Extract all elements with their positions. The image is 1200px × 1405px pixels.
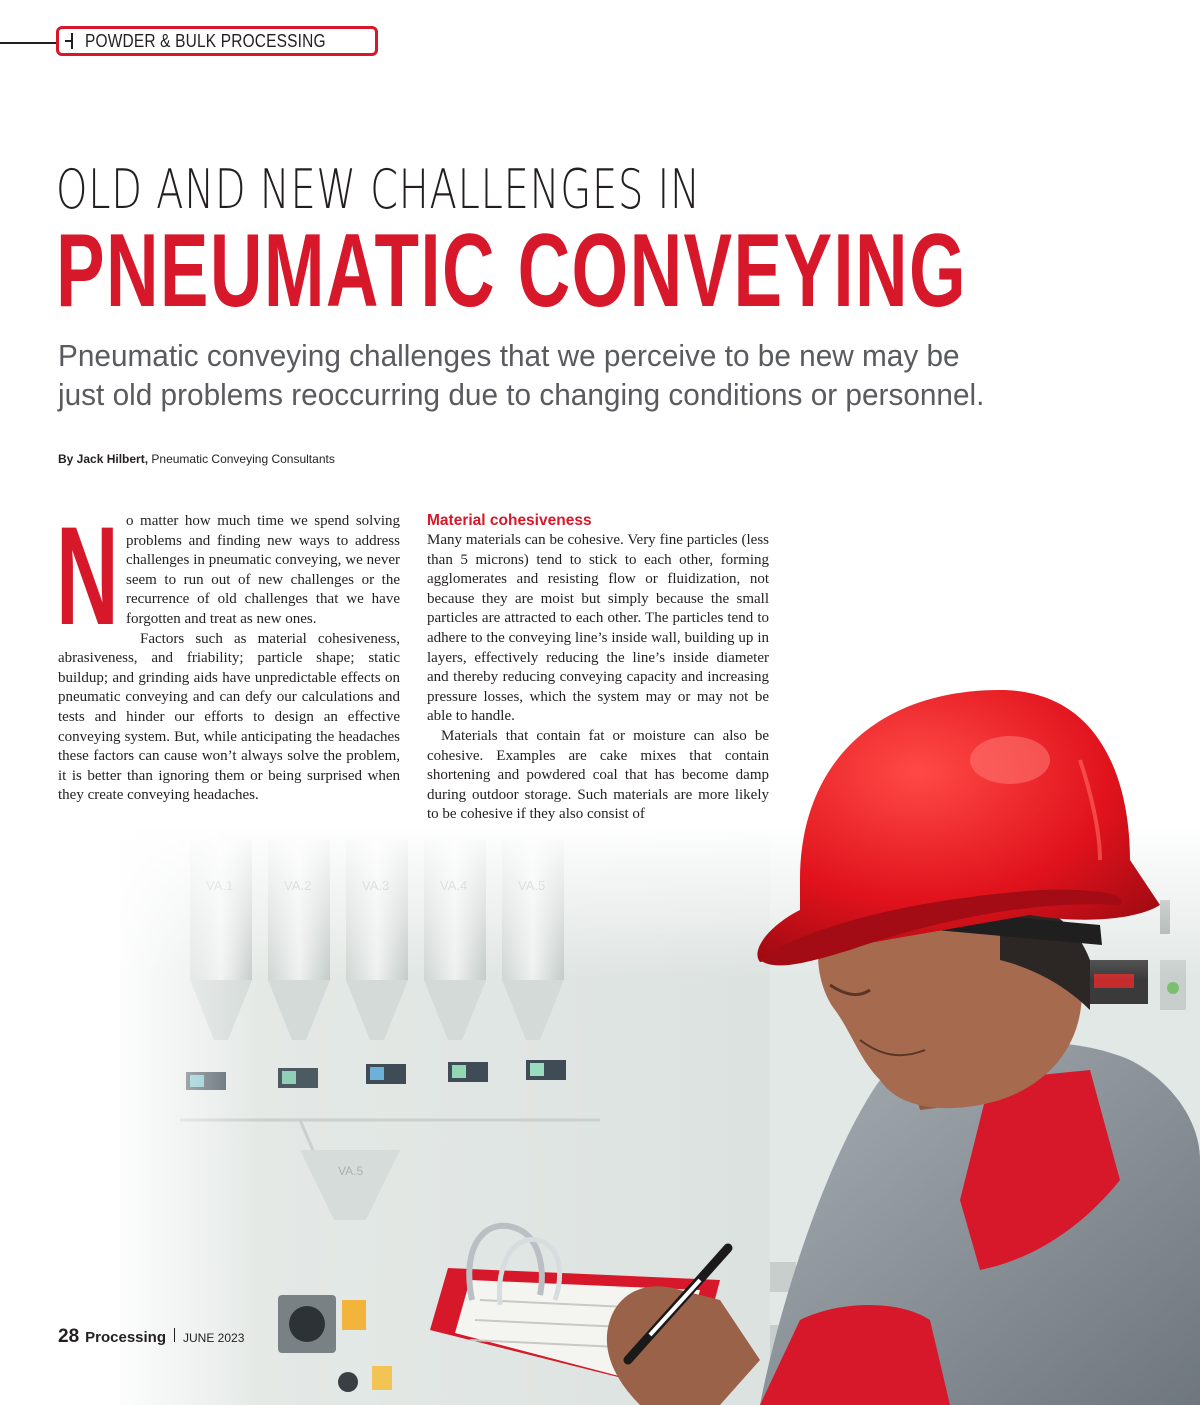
deck-line: just old problems reoccurring due to changing conditions or personnel.: [58, 377, 985, 412]
body-paragraph: Materials that contain fat or moisture can also be cohesive. Examples are cake mixes that contain shortening and powdered coal that has become damp during outdoor storage. Such materials are more likely to be cohesive if they also consist of: [427, 727, 769, 823]
subhead: Material cohesiveness: [427, 512, 592, 529]
magazine-name: Processing: [85, 1329, 167, 1346]
section-label: POWDER & BULK PROCESSING: [85, 30, 326, 51]
body-column-1: [56, 497, 400, 806]
body-paragraph: N o matter how much time we spend solving problems and finding new ways to address challenges in pneumatic conveying, we never seem to run out of new challenges or the recurrence of old challenges that we have forgotten and treat as new ones.: [56, 497, 400, 654]
folio-divider: [174, 1328, 175, 1342]
section-tab: [56, 26, 378, 56]
body-column-2: [427, 511, 769, 825]
headline: PNEUMATIC CONVEYING: [56, 213, 968, 329]
header-rule: [0, 42, 58, 44]
svg-text:VA.5: VA.5: [338, 1164, 364, 1178]
body-paragraph: Many materials can be cohesive. Very fine particles (less than 5 microns) tend to stick to each other, forming agglomerates and resisting flow or fluidization, not because they are moist but simply because the small particles are attracted to each other. The particles tend to adhere to the conveying line’s inside wall, building up in layers, effectively reducing the line’s inside diameter and thereby reducing conveying capacity and increasing pressure losses, which the system may or may not be able to handle.: [427, 532, 769, 725]
body-paragraph: Factors such as material cohesiveness, abrasiveness, and friability; particle shape; static buildup; and grinding aids have unpredictable effects on pneumatic conveying and can defy our calculations and tests and hinder our efforts to design an effective conveying system. But, while anticipating the headaches these factors can cause won’t always solve the problem, it is better than ignoring them or being surprised when they create conveying headaches.: [58, 630, 400, 804]
folio: [58, 1326, 244, 1348]
headline-kicker: OLD AND NEW CHALLENGES IN: [56, 158, 701, 221]
panel-label: [338, 1164, 363, 1178]
byline-affiliation: Pneumatic Conveying Consultants: [151, 452, 335, 466]
deck: [58, 336, 1158, 414]
page-number: 28: [58, 1326, 80, 1347]
byline: [58, 452, 335, 466]
byline-author: By Jack Hilbert,: [58, 452, 149, 466]
deck-line: Pneumatic conveying challenges that we perceive to be new may be: [58, 338, 960, 373]
tab-marker-icon: [65, 33, 77, 49]
drop-cap: N: [56, 497, 119, 654]
issue-date: JUNE 2023: [183, 1331, 245, 1345]
